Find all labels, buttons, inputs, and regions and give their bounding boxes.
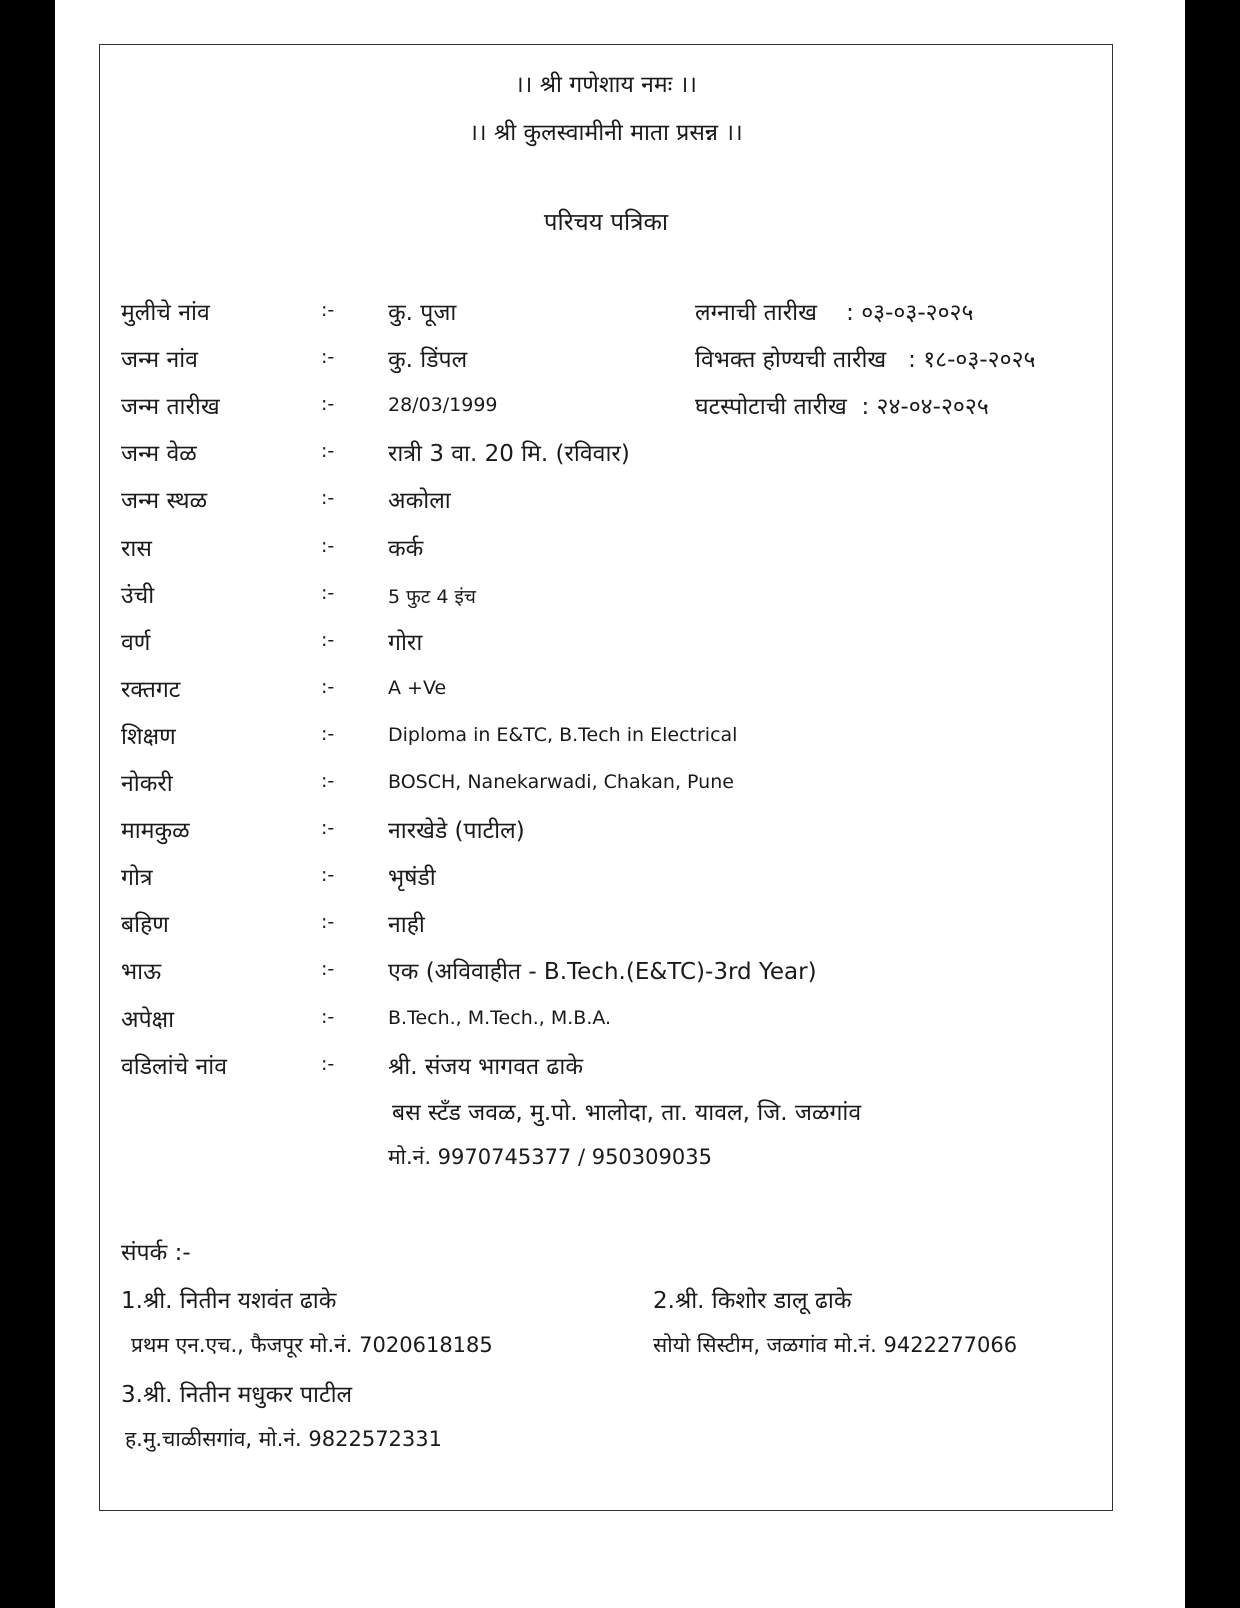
field-label: जन्म नांव	[121, 347, 198, 374]
father-phone: मो.नं. 9970745377 / 950309035	[388, 1145, 712, 1169]
field-row	[100, 813, 1112, 853]
invocation-kulswamini: ।। श्री कुलस्वामीनी माता प्रसन्न ।।	[469, 120, 743, 146]
field-separator: :-	[321, 393, 335, 416]
field-value: भृषंडी	[388, 865, 436, 892]
field-label: जन्म वेळ	[121, 441, 197, 468]
field-separator: :-	[321, 864, 335, 887]
contact-2-detail: सोयो सिस्टीम, जळगांव मो.नं. 9422277066	[653, 1333, 1018, 1357]
page-title: परिचय पत्रिका	[543, 208, 669, 236]
field-separator: :-	[321, 817, 335, 840]
field-label: रक्तगट	[121, 676, 181, 703]
field-row	[100, 907, 1112, 947]
field-separator: :-	[321, 346, 335, 369]
field-label: मामकुळ	[121, 818, 190, 845]
field-label: बहिण	[121, 912, 169, 939]
field-label: वर्ण	[121, 629, 151, 656]
field-separator: :-	[321, 770, 335, 792]
date-row	[100, 342, 1112, 382]
field-separator: :-	[321, 534, 335, 557]
field-label: जन्म स्थळ	[121, 488, 208, 515]
field-separator: :-	[321, 440, 335, 463]
field-value: A +Ve	[388, 676, 447, 699]
field-separator: :-	[321, 722, 335, 745]
date-text: विभक्त होण्यची तारीख : १८-०३-२०२५	[695, 347, 1036, 374]
field-label: अपेक्षा	[121, 1006, 175, 1033]
field-value: कर्क	[388, 535, 424, 562]
field-row	[100, 1002, 1112, 1042]
field-row	[100, 954, 1112, 994]
field-label: नोकरी	[121, 771, 173, 797]
field-row	[100, 436, 1112, 476]
field-value: नाही	[388, 912, 425, 939]
date-text: लग्नाची तारीख : ०३-०३-२०२५	[695, 300, 974, 326]
field-value: रात्री 3 वा. 20 मि. (रविवार)	[388, 441, 630, 468]
field-label: उंची	[121, 582, 155, 609]
field-value: एक (अविवाहीत - B.Tech.(E&TC)-3rd Year)	[388, 959, 817, 986]
field-separator: :-	[321, 675, 335, 698]
field-label: भाऊ	[121, 959, 162, 986]
contact-3-detail: ह.मु.चाळीसगांव, मो.नं. 9822572331	[125, 1427, 443, 1451]
field-separator: :-	[321, 299, 335, 321]
field-separator: :-	[321, 628, 335, 651]
field-separator: :-	[321, 581, 335, 604]
field-separator: :-	[321, 1005, 335, 1028]
date-row	[100, 389, 1112, 429]
invocation-ganesh: ।। श्री गणेशाय नमः ।।	[514, 72, 698, 98]
field-separator: :-	[321, 911, 335, 934]
field-label: शिक्षण	[121, 723, 176, 750]
field-value: कु. डिंपल	[388, 347, 468, 374]
field-value: B.Tech., M.Tech., M.B.A.	[388, 1006, 612, 1029]
contact-2-name: 2.श्री. किशोर डालू ढाके	[653, 1288, 852, 1314]
date-text: घटस्पोटाची तारीख : २४-०४-२०२५	[695, 394, 989, 421]
field-label: रास	[121, 535, 152, 562]
contact-3-name: 3.श्री. नितीन मधुकर पाटील	[121, 1382, 353, 1408]
field-value: गोरा	[388, 629, 423, 656]
field-row	[100, 1049, 1112, 1089]
field-value: 28/03/1999	[388, 394, 498, 417]
field-value: श्री. संजय भागवत ढाके	[388, 1053, 583, 1080]
field-value: 5 फुट 4 इंच	[388, 585, 476, 608]
field-value: नारखेडे (पाटील)	[388, 818, 525, 845]
field-value: BOSCH, Nanekarwadi, Chakan, Pune	[388, 771, 734, 793]
field-separator: :-	[321, 487, 335, 510]
field-value: Diploma in E&TC, B.Tech in Electrical	[388, 723, 738, 746]
field-label: मुलीचे नांव	[121, 300, 210, 326]
field-row	[100, 531, 1112, 571]
document-border	[99, 44, 1113, 1511]
field-row	[100, 766, 1112, 806]
address-line: बस स्टँड जवळ, मु.पो. भालोदा, ता. यावल, जि. जळगांव	[392, 1100, 862, 1126]
field-row	[100, 578, 1112, 618]
field-row	[100, 672, 1112, 712]
document-page	[55, 0, 1185, 1608]
field-separator: :-	[321, 1052, 335, 1075]
date-row	[100, 295, 1112, 335]
field-label: वडिलांचे नांव	[121, 1053, 228, 1080]
field-separator: :-	[321, 958, 335, 981]
contact-1-detail: प्रथम एन.एच., फैजपूर मो.नं. 7020618185	[131, 1333, 493, 1357]
field-row	[100, 860, 1112, 900]
contact-1-name: 1.श्री. नितीन यशवंत ढाके	[121, 1288, 337, 1314]
field-row	[100, 625, 1112, 665]
field-label: जन्म तारीख	[121, 394, 220, 421]
contact-heading: संपर्क :-	[121, 1240, 191, 1266]
field-row	[100, 719, 1112, 759]
field-value: अकोला	[388, 488, 451, 515]
field-value: कु. पूजा	[388, 300, 457, 326]
field-row	[100, 483, 1112, 523]
field-label: गोत्र	[121, 865, 153, 892]
